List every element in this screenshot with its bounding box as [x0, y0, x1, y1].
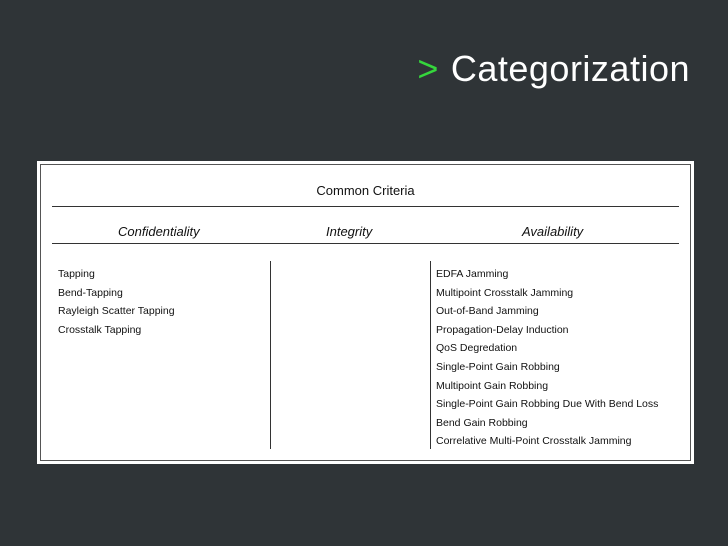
list-item: Single-Point Gain Robbing Due With Bend Loss	[436, 398, 659, 411]
header-availability: Availability	[522, 224, 584, 239]
list-item: Out-of-Band Jamming	[436, 305, 539, 318]
confidentiality-list	[58, 265, 175, 339]
header-integrity: Integrity	[326, 224, 373, 239]
header-confidentiality: Confidentiality	[118, 224, 200, 239]
list-item: Bend Gain Robbing	[436, 416, 528, 429]
list-item: QoS Degredation	[436, 342, 518, 355]
header-divider	[52, 243, 679, 244]
availability-list	[436, 265, 658, 451]
table-title: Common Criteria	[316, 183, 415, 198]
list-item: Bend-Tapping	[58, 286, 123, 299]
title-chevron-icon: >	[417, 48, 439, 89]
list-item: EDFA Jamming	[436, 268, 509, 280]
column-divider-left	[270, 261, 271, 449]
list-item: Propagation-Delay Induction	[436, 323, 569, 336]
slide-title-text: Categorization	[450, 48, 690, 89]
list-item: Rayleigh Scatter Tapping	[58, 305, 175, 318]
title-divider	[52, 206, 679, 207]
list-item: Correlative Multi-Point Crosstalk Jamming	[436, 435, 632, 448]
list-item: Multipoint Gain Robbing	[436, 379, 549, 392]
slide-title	[417, 48, 690, 90]
list-item: Tapping	[58, 268, 95, 280]
list-item: Single-Point Gain Robbing	[436, 360, 560, 373]
list-item: Multipoint Crosstalk Jamming	[436, 286, 574, 299]
list-item: Crosstalk Tapping	[58, 323, 142, 336]
column-divider-right	[430, 261, 431, 449]
criteria-table	[37, 161, 694, 464]
